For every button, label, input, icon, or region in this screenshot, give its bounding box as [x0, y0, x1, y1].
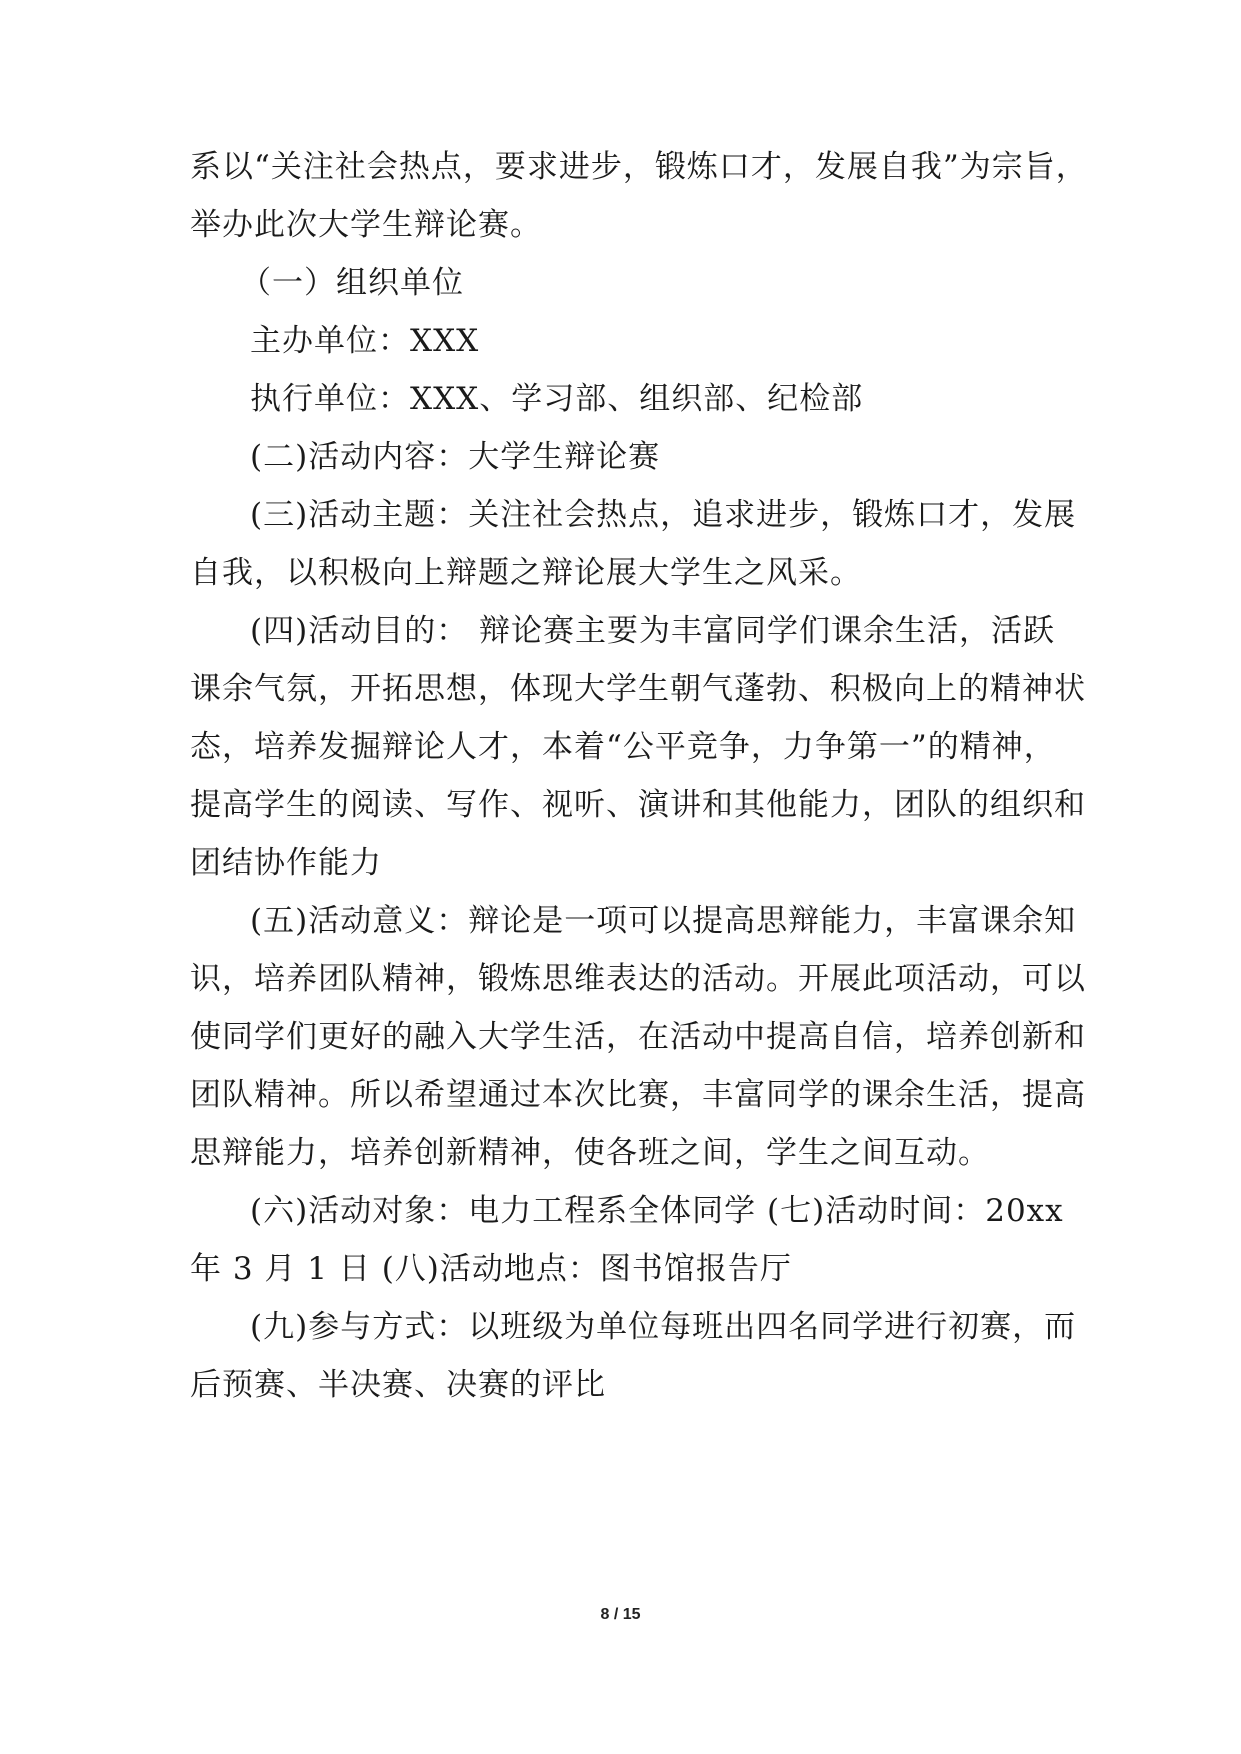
text-line: 后预赛、半决赛、决赛的评比 — [190, 1367, 606, 1403]
text-line: 主办单位：XXX — [250, 323, 480, 359]
section-heading: (九)参与方式：以班级为单位每班出四名同学进行初赛，而 — [250, 1309, 1077, 1345]
text-line: 举办此次大学生辩论赛。 — [190, 207, 542, 243]
text-line: 提高学生的阅读、写作、视听、演讲和其他能力，团队的组织和 — [190, 787, 1086, 823]
text-line: 态，培养发掘辩论人才，本着“公平竞争，力争第一”的精神， — [190, 729, 1056, 765]
section-heading: (六)活动对象：电力工程系全体同学 (七)活动时间：20xx — [250, 1193, 1064, 1229]
text-line: 执行单位：XXX、学习部、组织部、纪检部 — [250, 381, 864, 417]
text-line: 课余气氛，开拓思想，体现大学生朝气蓬勃、积极向上的精神状 — [190, 671, 1086, 707]
section-heading: (五)活动意义：辩论是一项可以提高思辩能力，丰富课余知 — [250, 903, 1077, 939]
section-heading: (三)活动主题：关注社会热点，追求进步，锻炼口才，发展 — [250, 497, 1077, 533]
text-line: 使同学们更好的融入大学生活，在活动中提高自信，培养创新和 — [190, 1019, 1086, 1055]
page-number: 8 / 15 — [600, 1606, 641, 1623]
section-heading: (四)活动目的： 辩论赛主要为丰富同学们课余生活，活跃 — [250, 613, 1056, 649]
text-line: 团结协作能力 — [190, 845, 382, 881]
text-line: 系以“关注社会热点，要求进步，锻炼口才，发展自我”为宗旨， — [190, 149, 1088, 185]
text-line: 识，培养团队精神，锻炼思维表达的活动。开展此项活动，可以 — [190, 961, 1086, 997]
section-heading: (二)活动内容：大学生辩论赛 — [250, 439, 661, 475]
text-line: 思辩能力，培养创新精神，使各班之间，学生之间互动。 — [190, 1135, 990, 1171]
text-line: 年 3 月 1 日 (八)活动地点：图书馆报告厅 — [190, 1251, 792, 1287]
section-heading: （一）组织单位 — [240, 265, 464, 301]
text-line: 团队精神。所以希望通过本次比赛，丰富同学的课余生活，提高 — [190, 1077, 1086, 1113]
text-line: 自我，以积极向上辩题之辩论展大学生之风采。 — [190, 555, 862, 591]
